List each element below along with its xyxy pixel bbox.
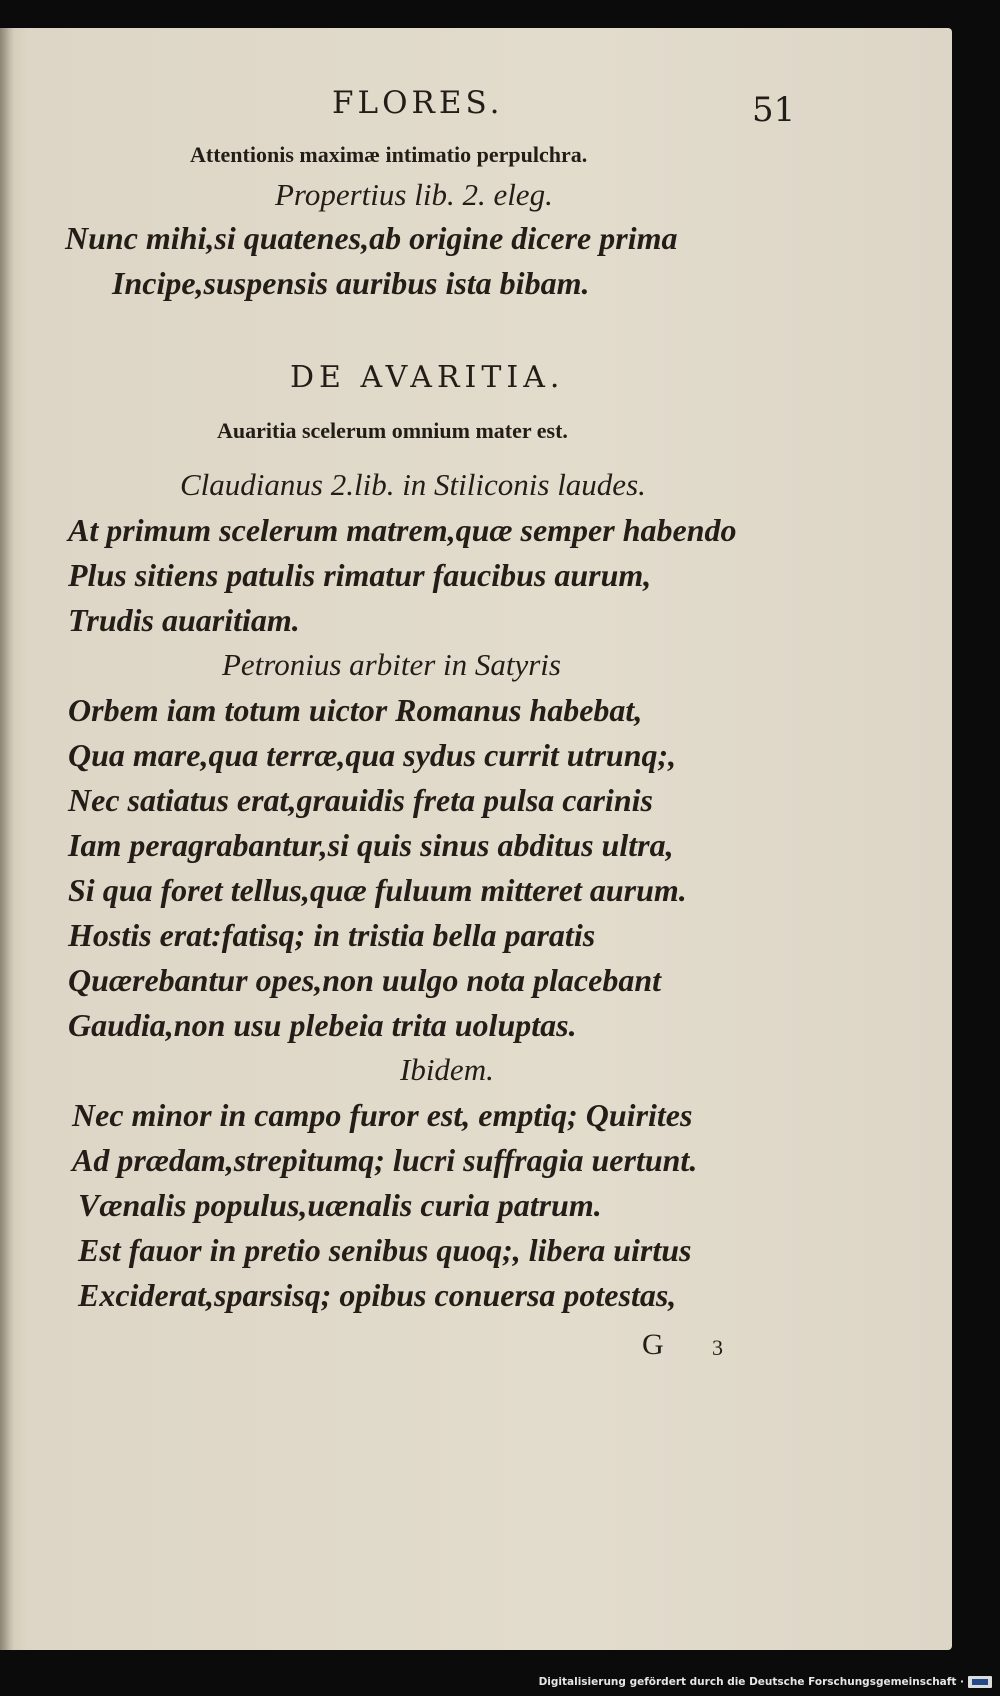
source-line: Petronius arbiter in Satyris bbox=[222, 647, 561, 682]
verse-line: Iam peragrabantur,si quis sinus abditus ultra, bbox=[68, 827, 674, 863]
verse-line: Nec minor in campo furor est, emptiq; Quirites bbox=[72, 1097, 693, 1133]
source-line: Claudianus 2.lib. in Stiliconis laudes. bbox=[180, 467, 646, 502]
verse-line: Nunc mihi,si quatenes,ab origine dicere prima bbox=[65, 220, 678, 256]
source-line: Ibidem. bbox=[400, 1052, 494, 1087]
spine-shadow bbox=[0, 28, 14, 1650]
source-line: Propertius lib. 2. eleg. bbox=[275, 177, 553, 212]
verse-line: Nec satiatus erat,grauidis freta pulsa carinis bbox=[68, 782, 653, 818]
verse-line: Qua mare,qua terræ,qua sydus currit utrunq;, bbox=[68, 737, 677, 773]
signature-letter: G bbox=[642, 1328, 664, 1361]
digitization-credit bbox=[539, 1676, 992, 1688]
credit-text: Digitalisierung gefördert durch die Deutsche Forschungsgemeinschaft · bbox=[538, 1676, 964, 1688]
verse-line: Plus sitiens patulis rimatur faucibus aurum, bbox=[68, 557, 652, 593]
verse-line: At primum scelerum matrem,quæ semper habendo bbox=[68, 512, 737, 548]
verse-line: Vænalis populus,uænalis curia patrum. bbox=[78, 1187, 602, 1223]
signature-number: 3 bbox=[712, 1335, 723, 1360]
page-number: 51 bbox=[752, 90, 796, 130]
verse-line: Exciderat,sparsisq; opibus conuersa potestas, bbox=[78, 1277, 677, 1313]
verse-line: Est fauor in pretio senibus quoq;, libera uirtus bbox=[78, 1232, 692, 1268]
caption-line: Auaritia scelerum omnium mater est. bbox=[217, 418, 568, 443]
dfg-logo-icon bbox=[968, 1676, 992, 1688]
running-title: FLORES. bbox=[332, 85, 504, 121]
verse-line: Quærebantur opes,non uulgo nota placebant bbox=[68, 962, 662, 998]
section-heading: DE AVARITIA. bbox=[290, 360, 565, 395]
verse-line: Gaudia,non usu plebeia trita uoluptas. bbox=[68, 1007, 577, 1043]
verse-line: Incipe,suspensis auribus ista bibam. bbox=[112, 265, 590, 301]
verse-line: Ad prædam,strepitumq; lucri suffragia uertunt. bbox=[72, 1142, 698, 1178]
verse-line: Trudis auaritiam. bbox=[68, 602, 300, 638]
caption-line: Attentionis maximæ intimatio perpulchra. bbox=[190, 142, 588, 167]
verse-line: Si qua foret tellus,quæ fuluum mitteret aurum. bbox=[68, 872, 687, 908]
verse-line: Hostis erat:fatisq; in tristia bella paratis bbox=[68, 917, 596, 953]
verse-line: Orbem iam totum uictor Romanus habebat, bbox=[68, 692, 643, 728]
